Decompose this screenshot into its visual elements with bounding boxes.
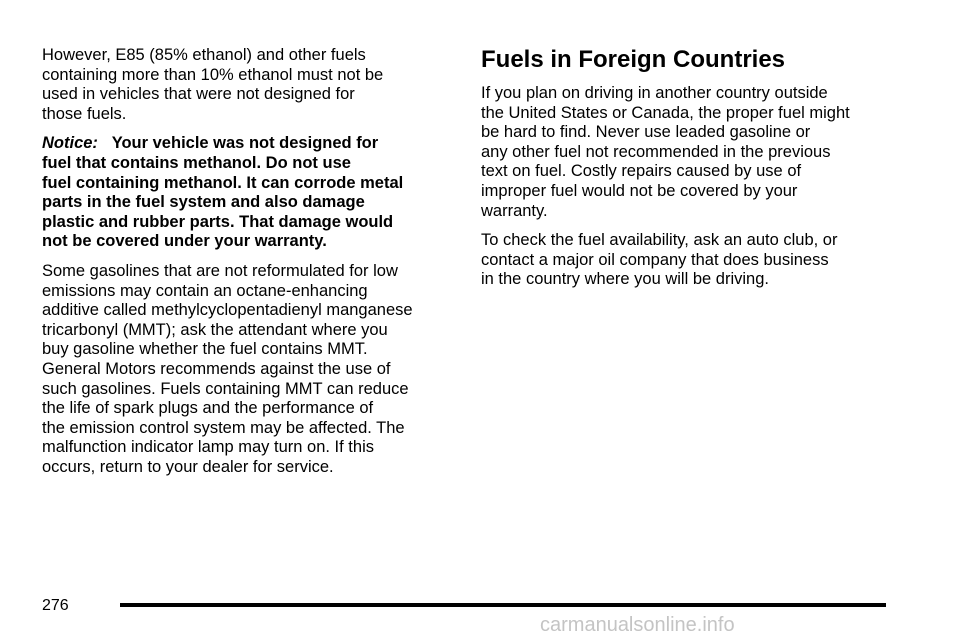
text-line: containing more than 10% ethanol must not be xyxy=(42,65,384,84)
text-line: such gasolines. Fuels containing MMT can reduce xyxy=(42,379,409,398)
text-line: fuel containing methanol. It can corrode metal xyxy=(42,173,404,192)
text-line: used in vehicles that were not designed for xyxy=(42,85,355,104)
text-line: additive called methylcyclopentadienyl manganese xyxy=(42,301,413,320)
text-line: the life of spark plugs and the performance of xyxy=(42,399,374,418)
text-line: contact a major oil company that does business xyxy=(481,250,829,269)
text-line: However, E85 (85% ethanol) and other fuels xyxy=(42,46,366,64)
foreign-fuel-paragraph xyxy=(481,84,901,221)
text-line: Some gasolines that are not reformulated for low xyxy=(42,261,398,280)
section-heading: Fuels in Foreign Countries xyxy=(481,46,786,73)
text-line: text on fuel. Costly repairs caused by use of xyxy=(481,162,802,181)
text-line: in the country where you will be driving. xyxy=(481,270,769,289)
text-line: General Motors recommends against the use of xyxy=(42,359,391,378)
text-line: the emission control system may be affected. The xyxy=(42,418,405,437)
left-column xyxy=(42,46,452,487)
text-line: malfunction indicator lamp may turn on. If this xyxy=(42,438,374,457)
watermark: carmanualsonline.info xyxy=(540,614,735,636)
footer-rule xyxy=(120,603,886,607)
page-number: 276 xyxy=(42,597,69,614)
text-line: Your vehicle was not designed for xyxy=(111,134,379,153)
mmt-paragraph xyxy=(42,262,452,478)
text-line: be hard to find. Never use leaded gasoline or xyxy=(481,123,811,142)
text-line: tricarbonyl (MMT); ask the attendant where you xyxy=(42,320,388,339)
text-line: improper fuel would not be covered by your xyxy=(481,181,798,200)
text-line: If you plan on driving in another country outside xyxy=(481,84,828,102)
notice-label: Notice: xyxy=(42,134,98,153)
text-line: occurs, return to your dealer for service. xyxy=(42,457,334,476)
text-line: parts in the fuel system and also damage xyxy=(42,193,365,212)
text-line: warranty. xyxy=(481,201,548,220)
text-line: those fuels. xyxy=(42,104,127,123)
text-line: the United States or Canada, the proper fuel might xyxy=(481,103,850,122)
notice-first-line xyxy=(42,134,452,154)
text-line: not be covered under your warranty. xyxy=(42,232,327,251)
ethanol-paragraph xyxy=(42,46,452,124)
fuel-availability-paragraph xyxy=(481,231,901,290)
right-column xyxy=(481,46,901,300)
text-line: plastic and rubber parts. That damage would xyxy=(42,212,394,231)
text-line: fuel that contains methanol. Do not use xyxy=(42,153,351,172)
text-line: any other fuel not recommended in the previous xyxy=(481,142,831,161)
text-line: buy gasoline whether the fuel contains MMT. xyxy=(42,340,368,359)
text-line: To check the fuel availability, ask an auto club, or xyxy=(481,231,838,250)
notice-paragraph xyxy=(42,134,452,252)
text-line: emissions may contain an octane-enhancing xyxy=(42,281,368,300)
